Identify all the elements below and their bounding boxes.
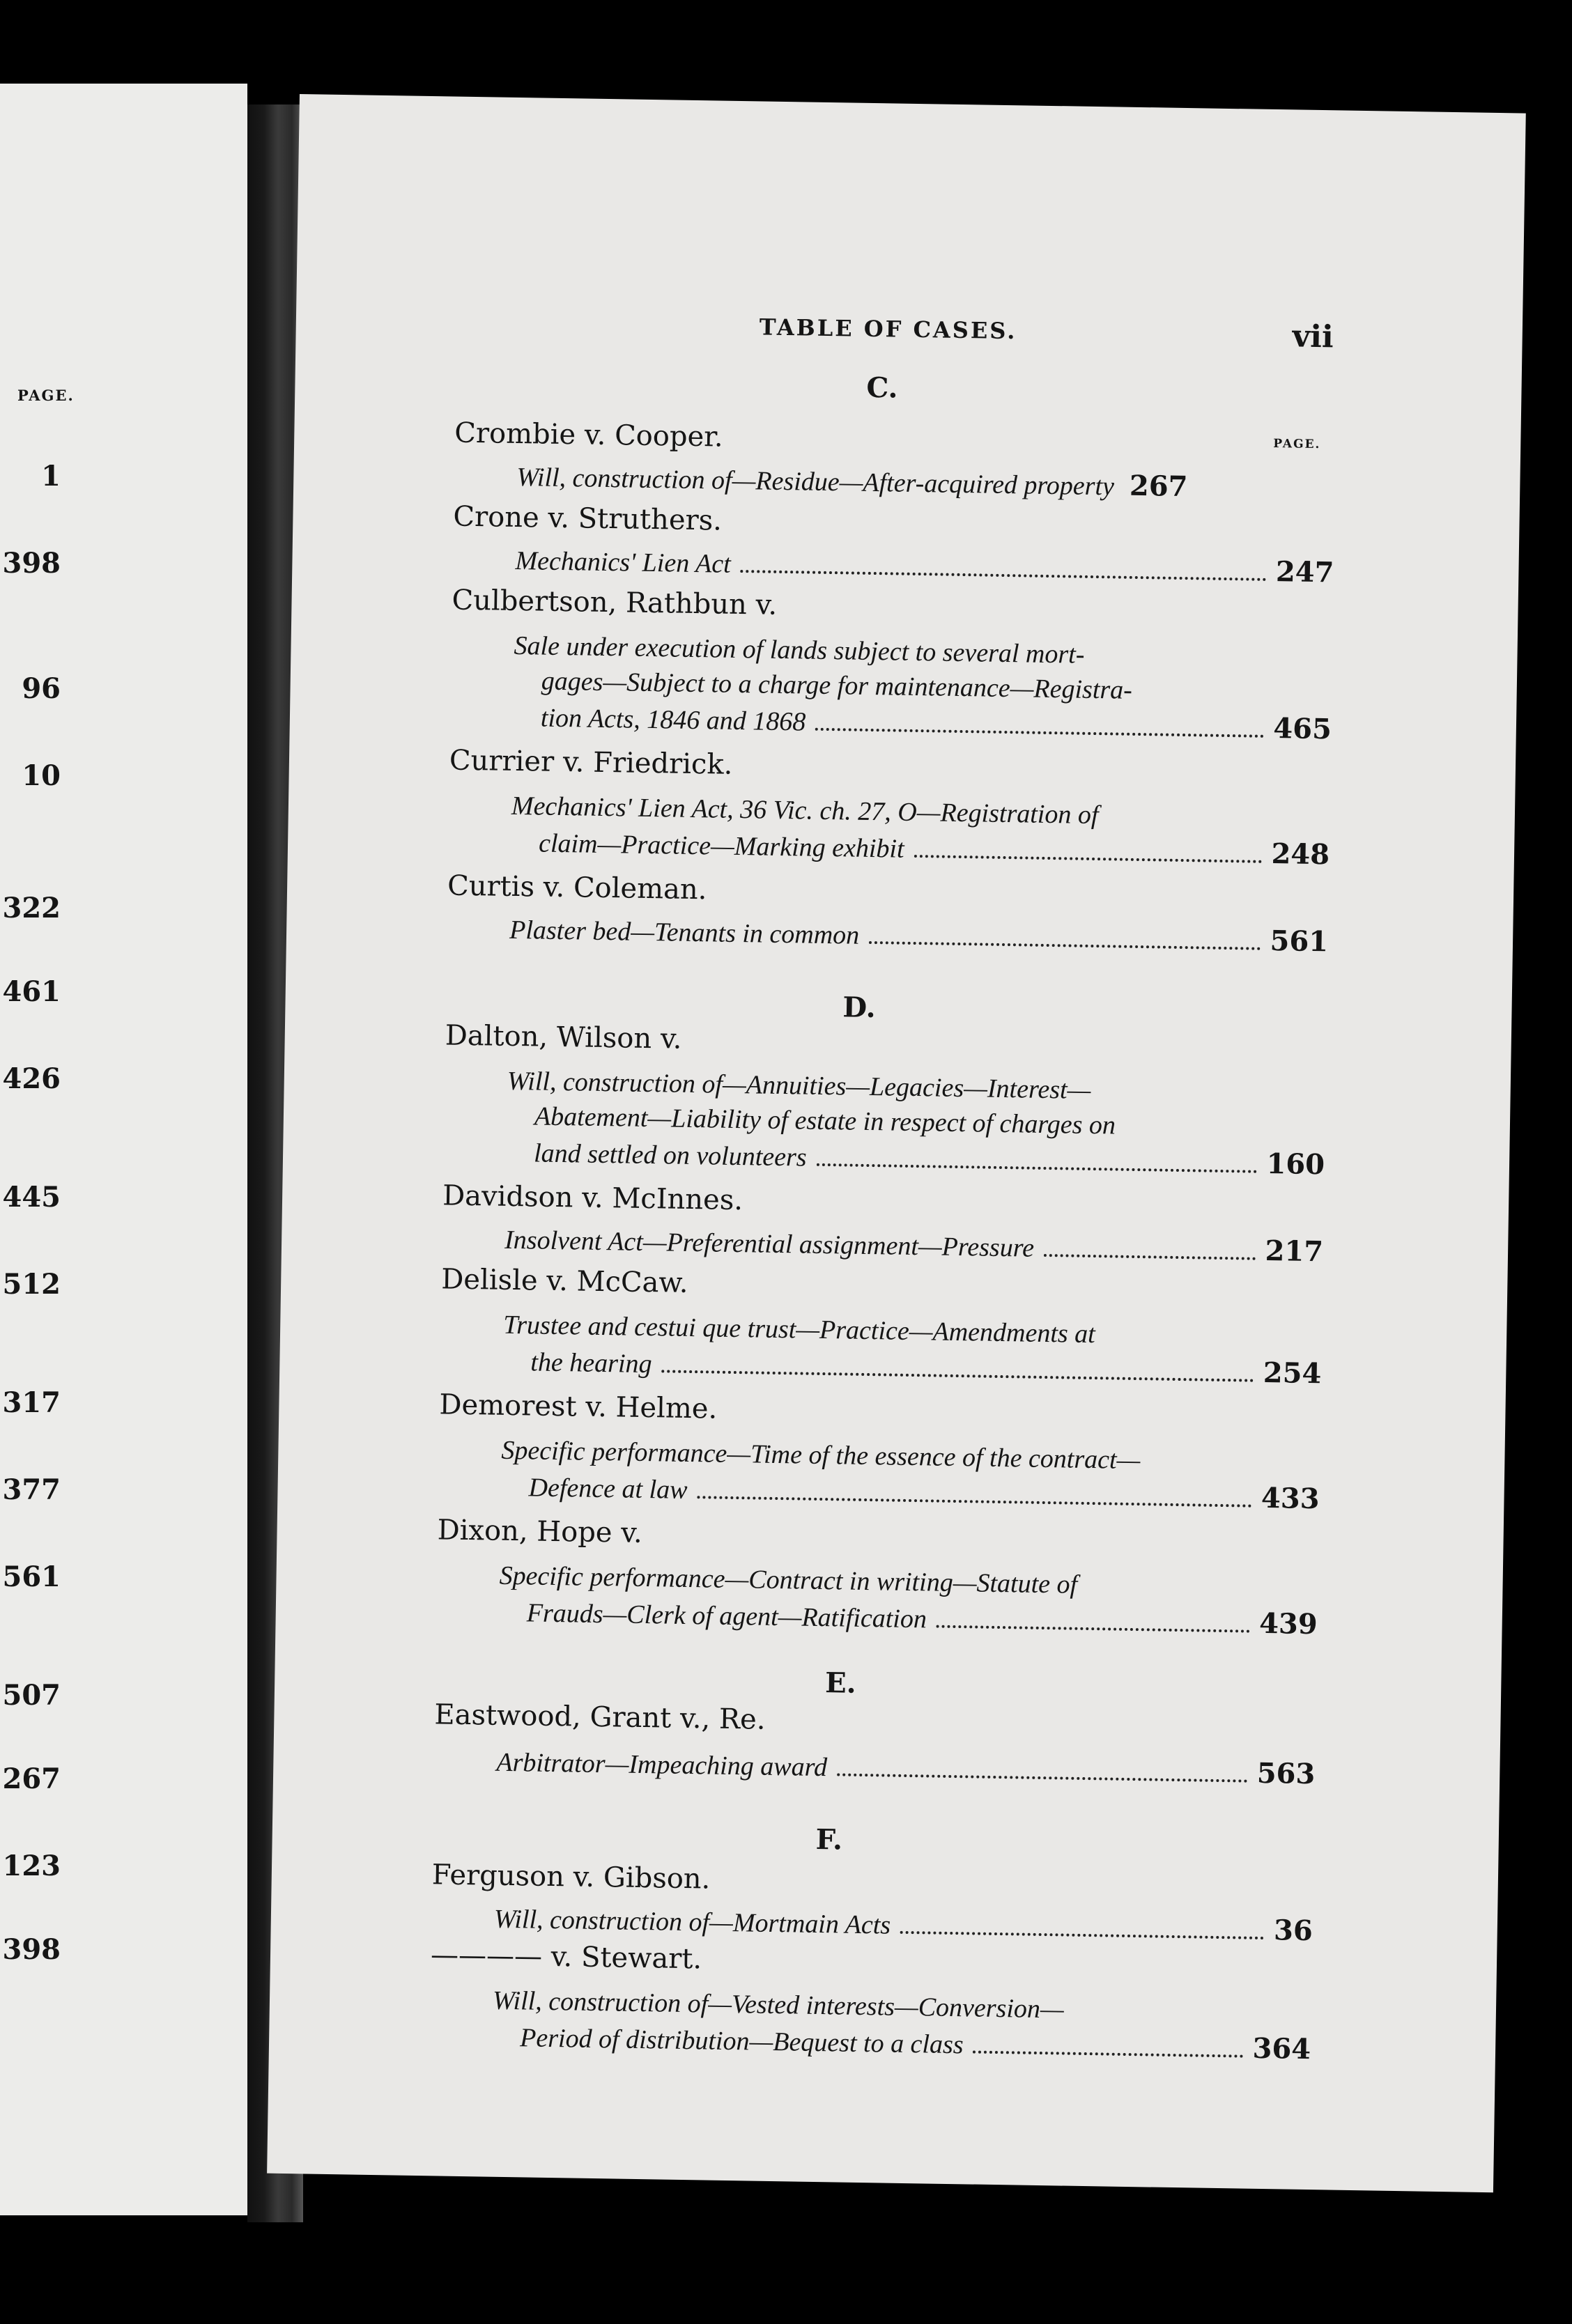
case-name: Crone v. Struthers. bbox=[453, 500, 723, 537]
case-entry bbox=[516, 460, 1336, 505]
case-entry bbox=[541, 701, 1332, 746]
case-page: 36 bbox=[1273, 1914, 1313, 1948]
case-subject: Period of distribution—Bequest to a class bbox=[519, 2023, 964, 2060]
left-page-number: 398 bbox=[2, 547, 61, 580]
left-page-number: 377 bbox=[2, 1473, 61, 1506]
case-name: Dalton, Wilson v. bbox=[445, 1019, 682, 1055]
left-page-number: 426 bbox=[2, 1062, 61, 1095]
case-subject: Specific performance—Time of the essence of the contract— bbox=[501, 1435, 1141, 1475]
case-page: 433 bbox=[1261, 1481, 1320, 1516]
case-entry bbox=[496, 1745, 1316, 1790]
leader-dots bbox=[869, 941, 1260, 950]
case-page: 561 bbox=[1270, 924, 1329, 959]
left-page-number: 322 bbox=[2, 892, 61, 924]
case-subject: Frauds—Clerk of agent—Ratification bbox=[526, 1598, 927, 1634]
case-subject: Mechanics' Lien Act bbox=[515, 545, 732, 579]
case-name: Currier v. Friedrick. bbox=[449, 744, 733, 781]
case-subject: Plaster bed—Tenants in common bbox=[509, 915, 860, 950]
case-page: 160 bbox=[1266, 1147, 1325, 1182]
leader-dots bbox=[697, 1496, 1251, 1507]
case-entry bbox=[520, 2020, 1311, 2066]
case-name: Delisle v. McCaw. bbox=[440, 1263, 688, 1299]
left-page-number: 96 bbox=[22, 672, 61, 705]
leader-dots bbox=[937, 1625, 1249, 1633]
leader-dots bbox=[815, 728, 1263, 738]
case-entry bbox=[494, 1902, 1313, 1947]
left-page-number: 10 bbox=[22, 759, 61, 792]
section-heading-d: D. bbox=[842, 991, 877, 1025]
left-page bbox=[0, 84, 247, 2215]
case-subject: Will, construction of—Residue—After-acquired property bbox=[516, 462, 1115, 502]
case-page: 248 bbox=[1271, 837, 1330, 872]
case-entry bbox=[504, 1223, 1324, 1268]
case-subject: Will, construction of—Mortmain Acts bbox=[493, 1904, 891, 1940]
case-name: Crombie v. Cooper. bbox=[454, 417, 723, 454]
left-page-number: 561 bbox=[2, 1560, 61, 1593]
leader-dots bbox=[661, 1370, 1253, 1381]
page-title: TABLE OF CASES. bbox=[759, 313, 1017, 345]
left-page-number: 445 bbox=[2, 1181, 61, 1214]
leader-dots bbox=[914, 855, 1261, 863]
section-heading-c: C. bbox=[866, 371, 898, 405]
left-page-number: 512 bbox=[2, 1268, 61, 1301]
leader-dots bbox=[1044, 1254, 1256, 1260]
leader-dots bbox=[837, 1773, 1247, 1782]
page-column-heading: PAGE. bbox=[1273, 437, 1321, 452]
case-name: Culbertson, Rathbun v. bbox=[452, 584, 778, 621]
section-heading-e: E. bbox=[824, 1666, 857, 1700]
case-page: 563 bbox=[1256, 1756, 1316, 1791]
case-name: Demorest v. Helme. bbox=[439, 1388, 718, 1425]
leader-dots bbox=[973, 2051, 1242, 2058]
case-entry bbox=[534, 1136, 1325, 1181]
page-number: vii bbox=[1292, 318, 1334, 355]
case-entry bbox=[528, 1470, 1320, 1515]
leader-dots bbox=[741, 570, 1266, 581]
case-subject: Arbitrator—Impeaching award bbox=[496, 1747, 828, 1783]
case-page: 267 bbox=[1129, 469, 1188, 504]
case-name: Eastwood, Grant v., Re. bbox=[434, 1698, 766, 1736]
case-subject: the hearing bbox=[530, 1347, 652, 1379]
case-page: 439 bbox=[1258, 1606, 1318, 1641]
case-page: 465 bbox=[1273, 712, 1332, 746]
case-entry bbox=[530, 1345, 1322, 1390]
right-page bbox=[267, 94, 1526, 2192]
case-page: 247 bbox=[1275, 555, 1334, 589]
left-page-heading: PAGE. bbox=[17, 387, 75, 404]
case-subject: Sale under execution of lands subject to several mort- bbox=[514, 630, 1085, 669]
case-name: Davidson v. McInnes. bbox=[442, 1179, 743, 1217]
left-page-number: 461 bbox=[2, 975, 61, 1008]
case-name: ———— v. Stewart. bbox=[430, 1939, 702, 1976]
case-entry bbox=[515, 543, 1334, 589]
case-subject: Will, construction of—Annuities—Legacies—Interest— bbox=[507, 1066, 1091, 1106]
case-subject: claim—Practice—Marking exhibit bbox=[538, 828, 904, 864]
case-subject: gages—Subject to a charge for maintenance—Registra- bbox=[541, 666, 1133, 705]
case-entry bbox=[526, 1595, 1318, 1641]
case-subject: Trustee and cestui que trust—Practice—Amendments at bbox=[502, 1310, 1096, 1349]
case-page: 217 bbox=[1265, 1234, 1324, 1269]
left-page-number: 123 bbox=[2, 1850, 61, 1882]
left-page-number: 267 bbox=[2, 1763, 61, 1795]
case-subject: Defence at law bbox=[528, 1473, 688, 1505]
case-subject: Mechanics' Lien Act, 36 Vic. ch. 27, O—Registration of bbox=[511, 791, 1099, 830]
leader-dots bbox=[816, 1163, 1256, 1173]
case-subject: Specific performance—Contract in writing—Statute of bbox=[499, 1560, 1078, 1599]
case-subject: Insolvent Act—Preferential assignment—Pressure bbox=[504, 1225, 1035, 1263]
case-subject: land settled on volunteers bbox=[533, 1138, 807, 1172]
left-page-number: 317 bbox=[2, 1386, 61, 1419]
case-entry bbox=[509, 913, 1329, 958]
case-subject: Will, construction of—Vested interests—Conversion— bbox=[492, 1985, 1065, 2024]
case-name: Curtis v. Coleman. bbox=[447, 869, 707, 906]
case-page: 364 bbox=[1252, 2031, 1311, 2066]
left-page-number: 398 bbox=[2, 1933, 61, 1966]
left-page-number: 1 bbox=[41, 460, 61, 493]
case-subject: Abatement—Liability of estate in respect of charges on bbox=[534, 1101, 1116, 1140]
section-heading-f: F. bbox=[815, 1822, 843, 1857]
case-page: 254 bbox=[1263, 1356, 1322, 1390]
leader-dots bbox=[900, 1931, 1264, 1939]
left-page-number: 507 bbox=[2, 1679, 61, 1712]
case-entry bbox=[539, 826, 1330, 872]
case-name: Ferguson v. Gibson. bbox=[431, 1859, 711, 1896]
case-subject: tion Acts, 1846 and 1868 bbox=[540, 703, 806, 737]
case-name: Dixon, Hope v. bbox=[437, 1514, 643, 1549]
